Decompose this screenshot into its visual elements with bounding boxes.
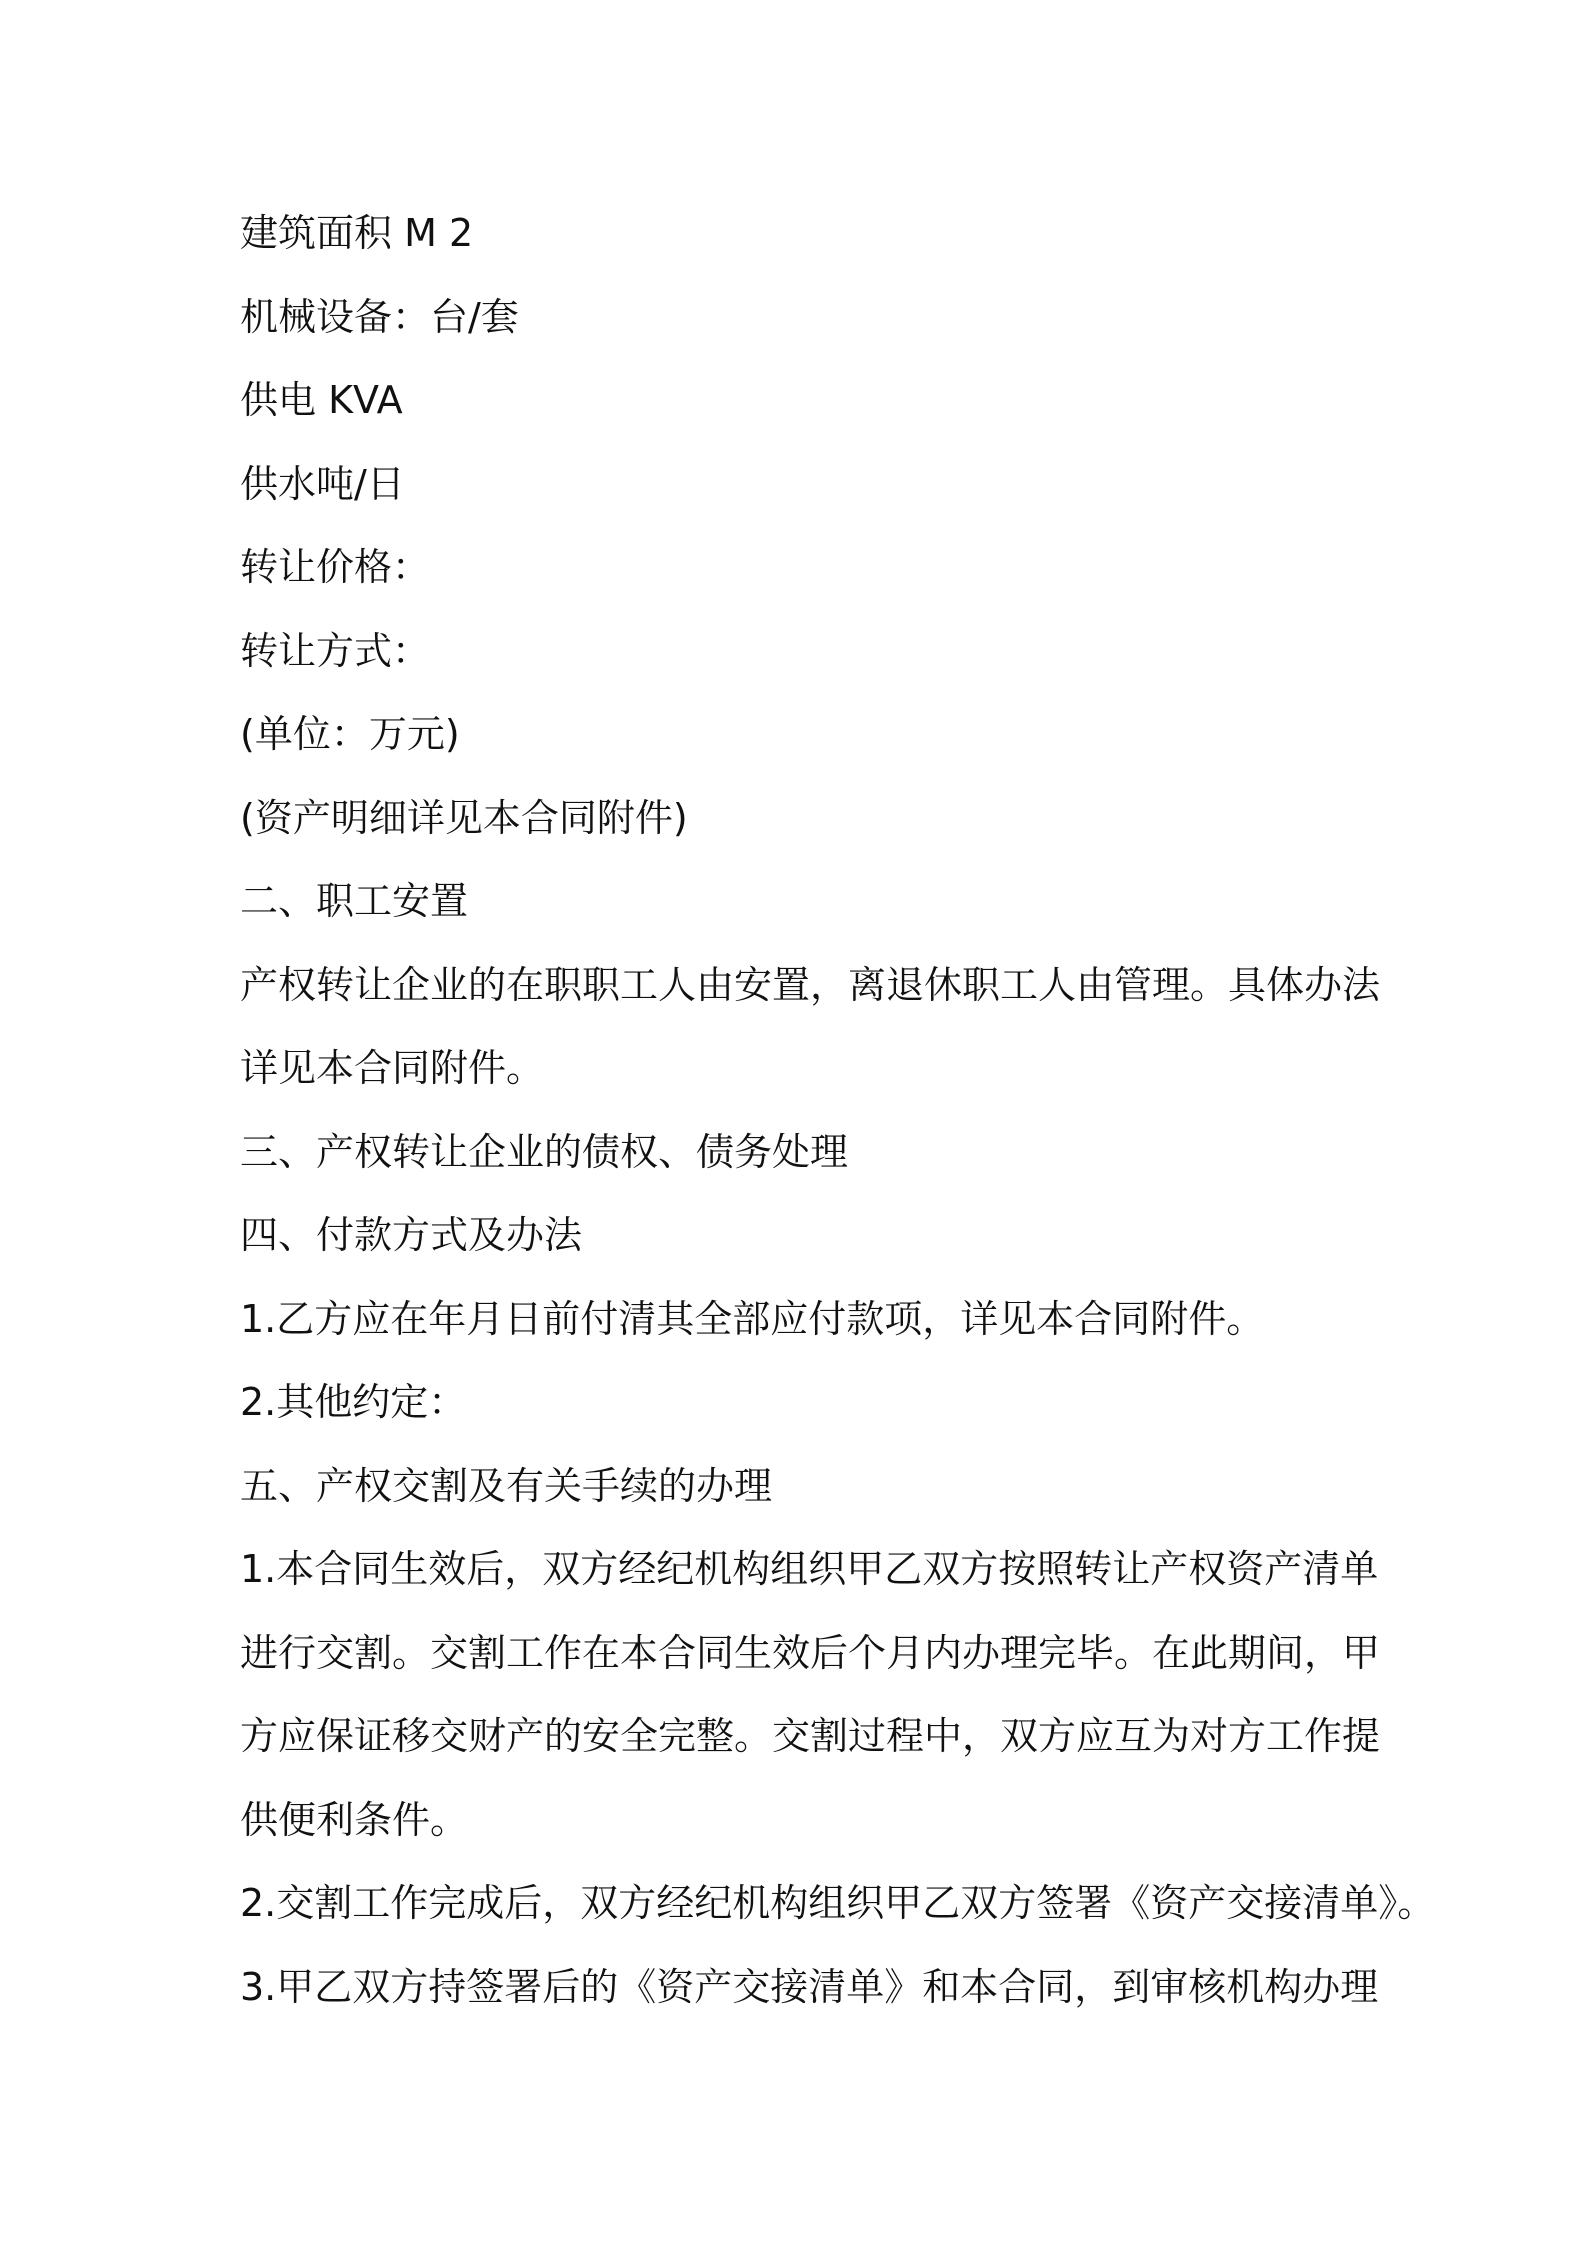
text-line: 转让方式：	[240, 628, 431, 673]
section-heading: 三、产权转让企业的债权、债务处理	[240, 1129, 849, 1174]
text-line: 供电 KVA	[240, 378, 403, 422]
text-line: 产权转让企业的在职职工人由安置，离退休职工人由管理。具体办法	[240, 962, 1381, 1007]
text-line: 1.本合同生效后，双方经纪机构组织甲乙双方按照转让产权资产清单	[240, 1547, 1379, 1591]
text-line: 转让价格：	[240, 545, 431, 589]
text-line: 3.甲乙双方持签署后的《资产交接清单》和本合同，到审核机构办理	[240, 1964, 1379, 2009]
text-line: 2.交割工作完成后，双方经纪机构组织甲乙双方签署《资产交接清单》。	[240, 1881, 1436, 1925]
text-line: (单位：万元)	[240, 712, 460, 756]
section-heading: 二、职工安置	[240, 879, 469, 923]
text-line: 供便利条件。	[240, 1797, 469, 1842]
text-line: (资产明细详见本合同附件)	[240, 795, 688, 840]
text-line: 详见本合同附件。	[240, 1046, 545, 1090]
text-line: 进行交割。交割工作在本合同生效后个月内办理完毕。在此期间，甲	[240, 1630, 1381, 1675]
section-heading: 四、付款方式及办法	[240, 1213, 583, 1257]
document-body	[240, 192, 1436, 2029]
section-heading: 五、产权交割及有关手续的办理	[240, 1463, 773, 1508]
text-line: 供水吨/日	[240, 461, 405, 506]
text-line: 机械设备：台/套	[240, 294, 519, 339]
text-line: 方应保证移交财产的安全完整。交割过程中，双方应互为对方工作提	[240, 1714, 1381, 1758]
text-line: 2.其他约定：	[240, 1380, 467, 1424]
text-line: 1.乙方应在年月日前付清其全部应付款项，详见本合同附件。	[240, 1296, 1265, 1341]
text-line: 建筑面积 M 2	[240, 211, 474, 255]
